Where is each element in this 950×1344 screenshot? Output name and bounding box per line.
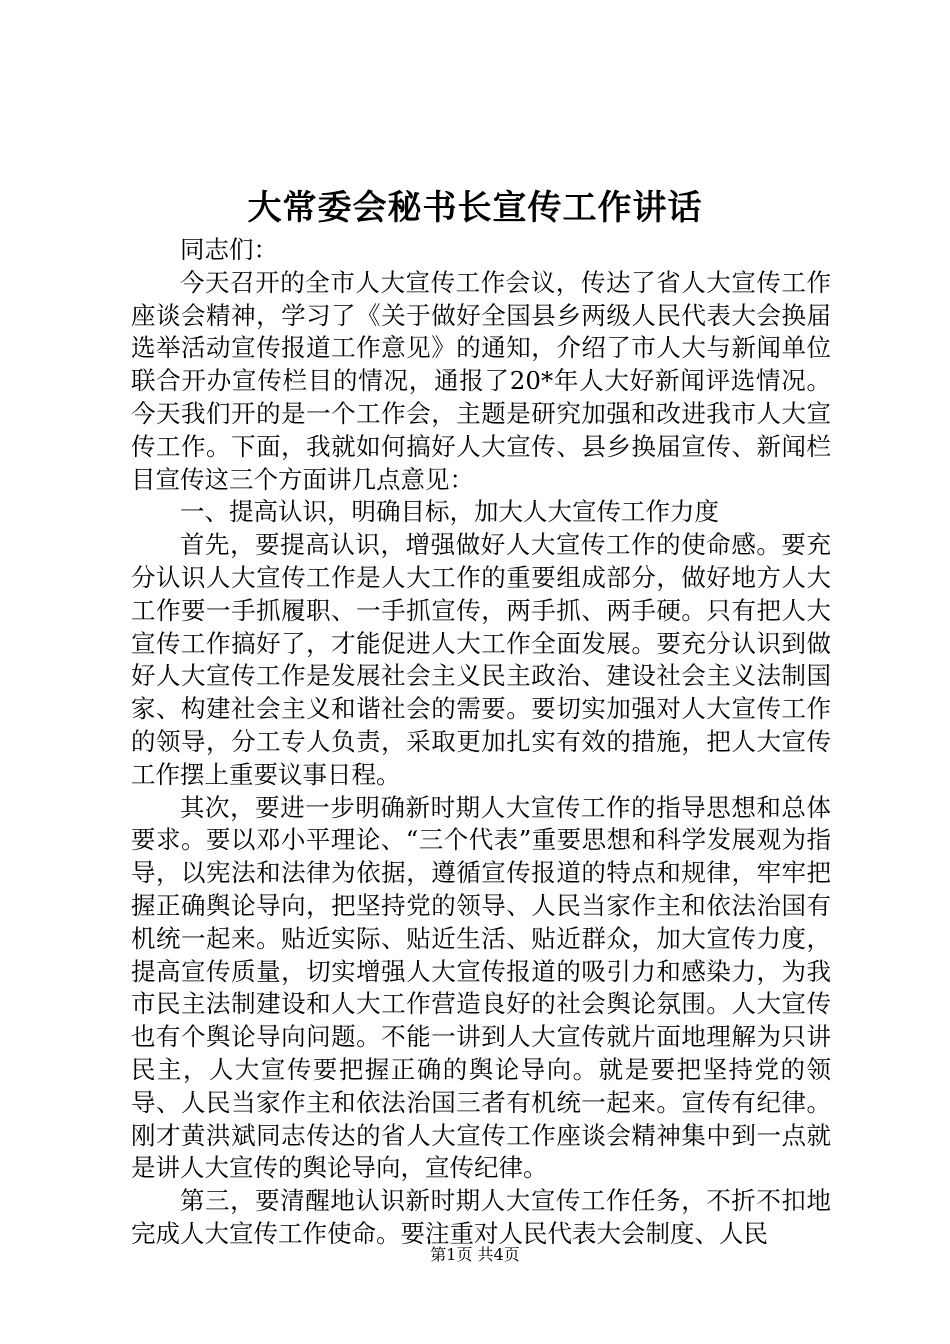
paragraph-first: 首先，要提高认识，增强做好人大宣传工作的使命感。要充分认识人大宣传工作是人大工作的重要组成部分，做好地方人大工作要一手抓履职、一手抓宣传，两手抓、两手硬。只有把人大宣传工作搞好了，才能促进人大工作全面发展。要充分认识到做好人大宣传工作是发展社会主义民主政治、建设社会主义法制国家、构建社会主义和谐社会的需要。要切实加强对人大宣传工作的领导，分工专人负责，采取更加扎实有效的措施，把人大宣传工作摆上重要议事日程。 xyxy=(131,530,831,789)
paragraph-intro: 今天召开的全市人大宣传工作会议，传达了省人大宣传工作座谈会精神，学习了《关于做好全国县乡两级人民代表大会换届选举活动宣传报道工作意见》的通知，介绍了市人大与新闻单位联合开办宣传栏目的情况，通报了20*年人大好新闻评选情况。今天我们开的是一个工作会，主题是研究加强和改进我市人大宣传工作。下面，我就如何搞好人大宣传、县乡换届宣传、新闻栏目宣传这三个方面讲几点意见： xyxy=(131,267,831,494)
document-body xyxy=(131,234,831,1251)
paragraph-second: 其次，要进一步明确新时期人大宣传工作的指导思想和总体要求。要以邓小平理论、“三个代表”重要思想和科学发展观为指导，以宪法和法律为依据，遵循宣传报道的特点和规律，牢牢把握正确舆论导向，把坚持党的领导、人民当家作主和依法治国有机统一起来。贴近实际、贴近生活、贴近群众，加大宣传力度，提高宣传质量，切实增强人大宣传报道的吸引力和感染力，为我市民主法制建设和人大工作营造良好的社会舆论氛围。人大宣传也有个舆论导向问题。不能一讲到人大宣传就片面地理解为只讲民主，人大宣传要把握正确的舆论导向。就是要把坚持党的领导、人民当家作主和依法治国三者有机统一起来。宣传有纪律。刚才黄洪斌同志传达的省人大宣传工作座谈会精神集中到一点就是讲人大宣传的舆论导向，宣传纪律。 xyxy=(131,792,831,1183)
paragraph-third: 第三，要清醒地认识新时期人大宣传工作任务，不折不扣地完成人大宣传工作使命。要注重对人民代表大会制度、人民 xyxy=(131,1186,831,1248)
document-title: 大常委会秘书长宣传工作讲话 xyxy=(247,188,703,228)
paragraph-salutation: 同志们： xyxy=(180,235,278,264)
section-heading-1: 一、提高认识，明确目标，加大人大宣传工作力度 xyxy=(180,497,719,527)
page-footer: 第1页 共4页 xyxy=(430,1245,520,1264)
